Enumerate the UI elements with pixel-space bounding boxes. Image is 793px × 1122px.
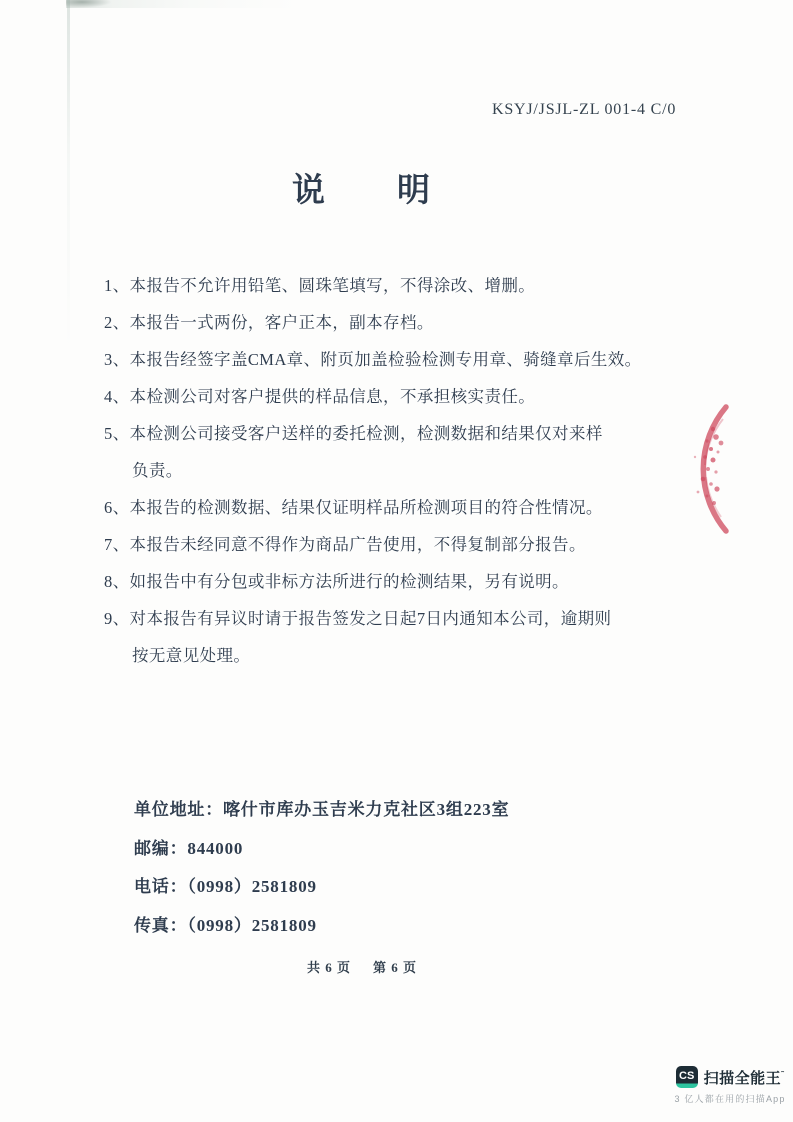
current-page: 第 6 页 [373, 960, 418, 975]
camscanner-app-name: 扫描全能王˜ [703, 1069, 785, 1087]
fax-label: 传真： [134, 915, 188, 935]
note-item-6: 6、本报告的检测数据、结果仅证明样品所检测项目的符合性情况。 [104, 498, 603, 517]
postcode-label: 邮编： [134, 838, 188, 858]
camscanner-watermark [674, 1066, 786, 1105]
contact-postcode [134, 830, 509, 869]
scan-smudge-artifact [66, 0, 376, 8]
phone-label: 电话： [134, 877, 188, 897]
red-seal-partial-icon [683, 397, 793, 542]
contact-address [134, 791, 509, 830]
phone-value: （0998）2581809 [187, 877, 317, 897]
address-value: 喀什市库办玉吉米力克社区3组223室 [223, 800, 510, 819]
note-item-5: 5、本检测公司接受客户送样的委托检测，检测数据和结果仅对来样 负责。 [104, 424, 603, 480]
address-label: 单位地址： [134, 800, 223, 819]
note-item-8: 8、如报告中有分包或非标方法所进行的检测结果，另有说明。 [104, 572, 569, 591]
note-item-7: 7、本报告未经同意不得作为商品广告使用，不得复制部分报告。 [104, 535, 586, 554]
notes-list [104, 267, 724, 674]
camscanner-icon: CS [676, 1066, 698, 1088]
page-title: 说 明 [292, 173, 432, 209]
page-number-footer [0, 957, 724, 976]
contact-block [134, 791, 509, 945]
postcode-value: 844000 [187, 838, 244, 858]
fax-value: （0998）2581809 [187, 915, 317, 935]
contact-phone [134, 868, 509, 907]
note-item-4: 4、本检测公司对客户提供的样品信息，不承担核实责任。 [104, 387, 536, 406]
note-item-2: 2、本报告一式两份，客户正本，副本存档。 [104, 313, 434, 332]
document-code: KSYJ/JSJL-ZL 001-4 C/0 [492, 101, 677, 118]
note-item-3: 3、本报告经签字盖CMA章、附页加盖检验检测专用章、骑缝章后生效。 [104, 350, 642, 369]
camscanner-tagline: 3 亿人都在用的扫描App [674, 1094, 786, 1104]
note-item-9: 9、对本报告有异议时请于报告签发之日起7日内通知本公司，逾期则 按无意见处理。 [104, 609, 612, 665]
trademark-mark: ˜ [781, 1069, 785, 1079]
contact-fax [134, 907, 509, 946]
total-pages: 共 6 页 [306, 960, 351, 975]
note-item-1: 1、本报告不允许用铅笔、圆珠笔填写，不得涂改、增删。 [104, 276, 536, 295]
